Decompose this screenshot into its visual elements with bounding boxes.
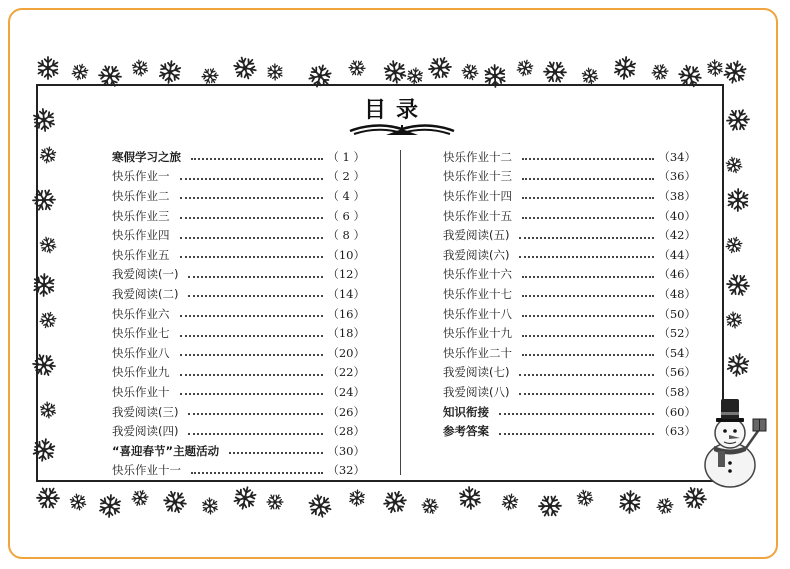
toc-entry-label: 快乐作业十一 [112,463,181,478]
toc-entry[interactable] [112,186,365,206]
snowflake-icon [723,154,744,175]
snowflake-icon [34,484,62,513]
leader-dots [522,294,654,297]
leader-dots [191,157,323,160]
snowman-icon [698,393,768,491]
toc-entry-page: （52） [658,326,696,341]
toc-entry[interactable] [112,245,365,265]
toc-entry-page: （44） [658,247,696,262]
leader-dots [522,353,654,356]
leader-dots [180,373,324,376]
toc-entry-label: “喜迎春节”主题活动 [112,443,220,458]
snowflake-icon [574,487,595,508]
toc-entry[interactable] [443,343,696,363]
snowflake-icon [347,58,367,79]
toc-entry[interactable] [112,343,365,363]
snowflake-icon [231,53,260,82]
leader-dots [188,432,323,435]
snowflake-icon [614,56,635,80]
toc-entry-label: 我爱阅读(一) [112,267,179,282]
leader-dots [180,177,324,180]
toc-entry[interactable] [443,167,696,187]
toc-entry-page: （16） [327,306,365,321]
snowflake-icon [456,484,485,512]
toc-entry[interactable] [112,167,365,187]
toc-entry-label: 快乐作业八 [112,345,170,360]
toc-entry-label: 快乐作业四 [112,228,170,243]
leader-dots [522,334,654,337]
snowflake-icon [427,54,453,82]
toc-entry-label: 快乐作业六 [112,306,170,321]
toc-entry-page: （60） [658,404,696,419]
snowflake-icon [725,235,743,254]
page-title: 目录 [363,98,428,123]
snowflake-icon [725,106,752,134]
toc-entry[interactable] [443,225,696,245]
snowflake-icon [727,353,749,378]
snowflake-icon [159,60,181,84]
toc-entry-label: 快乐作业十 [112,384,170,399]
snowflake-icon [382,488,408,515]
toc-entry-label: 我爱阅读(八) [443,384,510,399]
toc-entry[interactable] [443,147,696,167]
toc-entry[interactable] [112,461,365,481]
snowflake-icon [305,492,334,521]
leader-dots [188,275,323,278]
leader-dots [188,412,323,415]
toc-entry-page: （24） [327,384,365,399]
toc-entry[interactable] [112,304,365,324]
snowflake-icon [380,58,409,87]
toc-entry[interactable] [443,206,696,226]
toc-entry-page: （28） [327,424,365,439]
toc-entry-label: 我爱阅读(七) [443,365,510,380]
snowflake-icon [460,61,481,82]
leader-dots [180,334,324,337]
toc-entry-page: （63） [658,424,696,439]
toc-entry[interactable] [112,402,365,422]
toc-entry-page: （42） [658,228,696,243]
snowflake-icon [656,496,674,516]
toc-entry-page: （34） [658,149,696,164]
toc-left-column [112,147,365,480]
toc-entry-page: （54） [658,345,696,360]
toc-entry-page: （58） [658,384,696,399]
toc-entry-page: （32） [327,463,365,478]
snowflake-icon [265,62,286,82]
toc-entry-label: 快乐作业十三 [443,169,512,184]
toc-entry-page: （ 8 ） [327,228,365,243]
toc-header [340,93,460,133]
leader-dots [522,157,654,160]
toc-entry-page: （ 2 ） [327,169,365,184]
snowflake-icon [650,62,669,82]
toc-entry-page: （38） [658,188,696,203]
toc-entry-page: （50） [658,306,696,321]
toc-entry[interactable] [112,284,365,304]
toc-entry-label: 我爱阅读(三) [112,404,179,419]
toc-entry-label: 参考答案 [443,424,489,439]
toc-entry-label: 快乐作业十五 [443,208,512,223]
toc-entry-label: 快乐作业十二 [443,149,512,164]
toc-entry[interactable] [112,265,365,285]
snowflake-icon [723,310,744,331]
toc-entry-page: （46） [658,267,696,282]
leader-dots [522,216,654,219]
snowflake-icon [129,58,150,79]
leader-dots [522,275,654,278]
leader-dots [180,255,324,258]
toc-entry[interactable] [443,363,696,383]
toc-entry-label: 我爱阅读(六) [443,247,510,262]
toc-entry-label: 快乐作业十八 [443,306,512,321]
snowflake-icon [71,62,89,81]
toc-entry-page: （48） [658,286,696,301]
toc-entry-label: 快乐作业十四 [443,188,512,203]
toc-entry[interactable] [112,225,365,245]
toc-entry-page: （14） [327,286,365,301]
toc-entry-page: （ 1 ） [327,149,365,164]
leader-dots [191,471,323,474]
snowflake-icon [516,58,534,77]
leader-dots [180,216,324,219]
leader-dots [499,412,654,415]
snowflake-icon [407,67,423,85]
snowflake-icon [199,496,220,516]
toc-entry-label: 寒假学习之旅 [112,149,181,164]
toc-entry-label: 快乐作业十六 [443,267,512,282]
leader-dots [229,451,323,454]
toc-entry-page: （22） [327,365,365,380]
toc-entry-page: （12） [327,267,365,282]
snowflake-icon [67,491,88,512]
snowflake-icon [724,271,752,300]
snowflake-icon [541,58,569,87]
toc-entry-label: 快乐作业九 [112,365,170,380]
snowflake-icon [728,189,747,211]
snowflake-icon [502,493,519,512]
snowflake-icon [620,491,640,514]
leader-dots [519,255,654,258]
toc-entry-page: （26） [327,404,365,419]
toc-entry[interactable] [443,402,696,422]
toc-entry-page: （18） [327,326,365,341]
snowflake-icon [131,488,150,508]
toc-right-column [443,147,696,441]
toc-entry[interactable] [443,421,696,441]
toc-entry-label: 知识衔接 [443,404,489,419]
toc-entry[interactable] [112,382,365,402]
toc-entry-page: （10） [327,247,365,262]
toc-entry-label: 快乐作业二 [112,188,170,203]
toc-entry-page: （40） [658,208,696,223]
toc-entry-page: （30） [327,443,365,458]
snowflake-icon [350,490,365,507]
toc-entry-label: 快乐作业三 [112,208,170,223]
toc-entry-label: 快乐作业一 [112,169,170,184]
snowflake-icon [536,492,563,520]
leader-dots [519,236,654,239]
toc-entry[interactable] [443,265,696,285]
leader-dots [499,432,654,435]
toc-entry-page: （ 6 ） [327,208,365,223]
snowflake-icon [723,59,747,85]
leader-dots [519,392,654,395]
toc-entry[interactable] [112,206,365,226]
toc-entry-label: 我爱阅读(二) [112,286,179,301]
snowflake-icon [705,58,726,78]
toc-entry[interactable] [443,245,696,265]
toc-entry-page: （56） [658,365,696,380]
toc-entry-page: （20） [327,345,365,360]
toc-entry[interactable] [112,147,365,167]
snowflake-icon [233,485,257,511]
toc-entry[interactable] [112,441,365,461]
leader-dots [180,353,324,356]
toc-entry-label: 快乐作业五 [112,247,170,262]
open-book-icon [346,115,458,137]
toc-entry[interactable] [443,382,696,402]
toc-entry-page: （ 4 ） [327,188,365,203]
toc-entry[interactable] [443,284,696,304]
toc-entry-page: （36） [658,169,696,184]
leader-dots [522,177,654,180]
snowflake-icon [420,495,441,516]
column-divider [400,150,401,475]
leader-dots [522,314,654,317]
leader-dots [180,236,324,239]
leader-dots [180,196,324,199]
toc-entry-label: 快乐作业七 [112,326,170,341]
leader-dots [180,392,324,395]
toc-entry[interactable] [443,323,696,343]
snowflake-icon [38,57,57,79]
toc-entry[interactable] [443,304,696,324]
leader-dots [188,294,323,297]
toc-entry-label: 快乐作业十九 [443,326,512,341]
toc-entry-label: 我爱阅读(五) [443,228,510,243]
leader-dots [180,314,324,317]
toc-entry[interactable] [443,186,696,206]
toc-entry-label: 快乐作业十七 [443,286,512,301]
toc-entry-label: 我爱阅读(四) [112,424,179,439]
toc-entry[interactable] [112,421,365,441]
toc-entry[interactable] [112,323,365,343]
toc-entry[interactable] [112,363,365,383]
snowflake-icon [265,492,285,513]
toc-entry-label: 快乐作业二十 [443,345,512,360]
snowflake-icon [100,494,121,518]
leader-dots [522,196,654,199]
leader-dots [519,373,654,376]
snowflake-icon [161,487,190,516]
